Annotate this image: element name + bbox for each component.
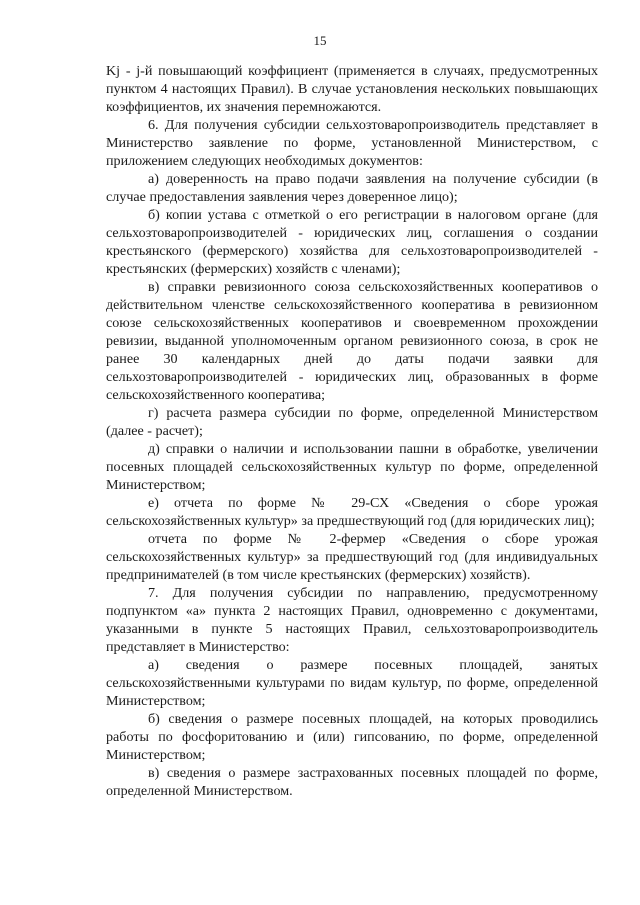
- paragraph-item-6v: в) справки ревизионного союза сельскохозяйственных кооперативов о действительном членстве сельскохозяйственного кооператива в ревизионном союзе сельскохозяйственных кооперативов и своевременном прохождении ревизии, выданной уполномоченным органом ревизионного союза, в срок не ранее 30 календарных дней до даты подачи заявки для сельхозтоваропроизводителей - юридических лиц, образованных в форме сельскохозяйственного кооператива;: [106, 279, 598, 403]
- paragraph-coefficient-kj: Kj - j-й повышающий коэффициент (применяется в случаях, предусмотренных пунктом 4 настоящих Правил). В случае установления нескольких повышающих коэффициентов, их значения перемножаются.: [106, 63, 598, 115]
- paragraph-item-6a: а) доверенность на право подачи заявления на получение субсидии (в случае предоставления заявления через доверенное лицо);: [106, 171, 598, 205]
- paragraph-item-7: 7. Для получения субсидии по направлению, предусмотренному подпунктом «а» пункта 2 настоящих Правил, одновременно с документами, указанными в пункте 5 настоящих Правил, сельхозтоваропроизводитель представляет в Министерство:: [106, 585, 598, 655]
- paragraph-item-6d: д) справки о наличии и использовании пашни в обработке, увеличении посевных площадей сельскохозяйственных культур по форме, определенной Министерством;: [106, 441, 598, 493]
- page-number: 15: [313, 33, 327, 48]
- paragraph-item-7b: б) сведения о размере посевных площадей, на которых проводились работы по фосфоритованию и (или) гипсованию, по форме, определенной Министерством;: [106, 711, 598, 763]
- paragraph-item-6: 6. Для получения субсидии сельхозтоваропроизводитель представляет в Министерство заявление по форме, установленной Министерством, с приложением следующих необходимых документов:: [106, 117, 598, 169]
- paragraph-item-6g: г) расчета размера субсидии по форме, определенной Министерством (далее - расчет);: [106, 405, 598, 439]
- paragraph-item-6e: е) отчета по форме № 29-СХ «Сведения о сборе урожая сельскохозяйственных культур» за предшествующий год (для юридических лиц);: [106, 495, 598, 529]
- paragraph-item-7v: в) сведения о размере застрахованных посевных площадей по форме, определенной Министерством.: [106, 765, 598, 799]
- paragraph-item-7a: а) сведения о размере посевных площадей, занятых сельскохозяйственными культурами по видам культур, по форме, определенной Министерством;: [106, 657, 598, 709]
- paragraph-item-6b: б) копии устава с отметкой о его регистрации в налоговом органе (для сельхозтоваропроизводителей - юридических лиц, соглашения о создании крестьянского (фермерского) хозяйства для сельхозтоваропроизводителей - крестьянских (фермерских) хозяйств с членами);: [106, 207, 598, 277]
- document-body: [106, 62, 598, 800]
- paragraph-item-6e-farmer: отчета по форме № 2-фермер «Сведения о сборе урожая сельскохозяйственных культур» за предшествующий год (для индивидуальных предпринимателей (в том числе крестьянских (фермерских) хозяйств).: [106, 531, 598, 583]
